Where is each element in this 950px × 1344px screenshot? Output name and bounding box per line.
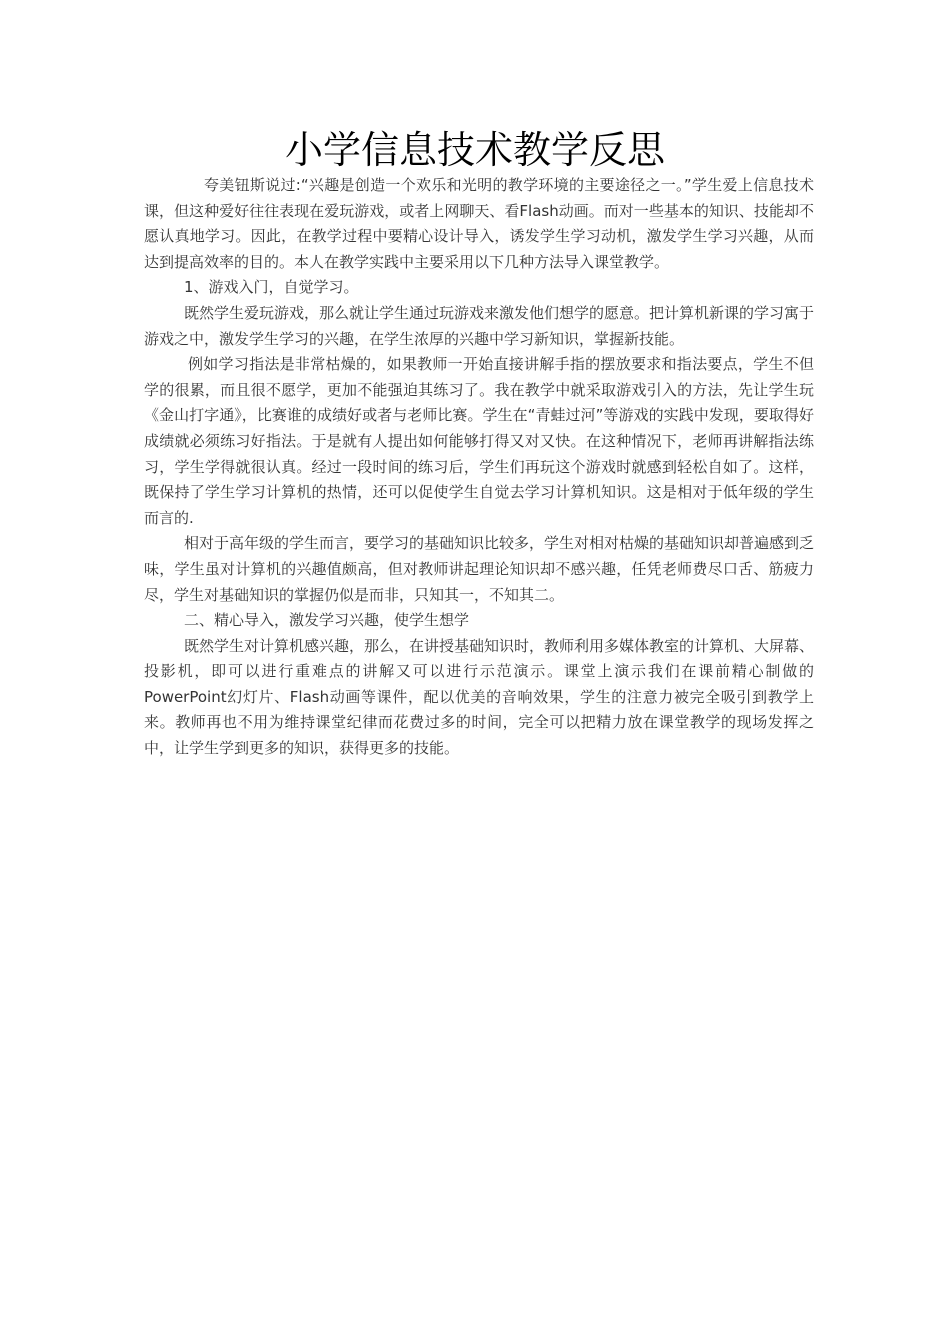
section-heading-1: 1、游戏入门，自觉学习。 (184, 278, 359, 297)
document-body (144, 173, 814, 762)
paragraph-typing-example: 例如学习指法是非常枯燥的，如果教师一开始直接讲解手指的摆放要求和指法要点，学生不但学的很累，而且很不愿学，更加不能强迫其练习了。我在教学中就采取游戏引入的方法，先让学生玩《金山打字通》，比赛谁的成绩好或者与老师比赛。学生在“青蛙过河”等游戏的实践中发现，要取得好成绩就必须练习好指法。于是就有人提出如何能够打得又对又快。在这种情况下，老师再讲解指法练习，学生学得就很认真。经过一段时间的练习后，学生们再玩这个游戏时就感到轻松自如了。这样，既保持了学生学习计算机的热情，还可以促使学生自觉去学习计算机知识。这是相对于低年级的学生而言的. (144, 355, 814, 527)
paragraph-multimedia: 既然学生对计算机感兴趣，那么，在讲授基础知识时，教师利用多媒体教室的计算机、大屏幕、投影机，即可以进行重难点的讲解又可以进行示范演示。课堂上演示我们在课前精心制做的PowerPoint幻灯片、Flash动画等课件，配以优美的音响效果，学生的注意力被完全吸引到教学上来。教师再也不用为维持课堂纪律而花费过多的时间，完全可以把精力放在课堂教学的现场发挥之中，让学生学到更多的知识，获得更多的技能。 (144, 636, 815, 758)
paragraph-upper-grades: 相对于高年级的学生而言，要学习的基础知识比较多，学生对相对枯燥的基础知识却普遍感到乏味，学生虽对计算机的兴趣值颇高，但对教师讲起理论知识却不感兴趣，任凭老师费尽口舌、筋疲力尽，学生对基础知识的掌握仍似是而非，只知其一，不知其二。 (144, 534, 815, 604)
section-heading-2: 二、精心导入，激发学习兴趣，使学生想学 (184, 611, 470, 630)
paragraph-games: 既然学生爱玩游戏，那么就让学生通过玩游戏来激发他们想学的愿意。把计算机新课的学习寓于游戏之中，激发学生学习的兴趣，在学生浓厚的兴趣中学习新知识，掌握新技能。 (144, 303, 815, 348)
paragraph-intro: 夸美钮斯说过:“兴趣是创造一个欢乐和光明的教学环境的主要途径之一。”学生爱上信息技术课，但这种爱好往往表现在爱玩游戏，或者上网聊天、看Flash动画。而对一些基本的知识、技能却不愿认真地学习。因此，在教学过程中要精心设计导入，诱发学生学习动机，激发学生学习兴趣，从而达到提高效率的目的。本人在教学实践中主要采用以下几种方法导入课堂教学。 (144, 176, 814, 271)
document-title: 小学信息技术教学反思 (284, 128, 665, 172)
